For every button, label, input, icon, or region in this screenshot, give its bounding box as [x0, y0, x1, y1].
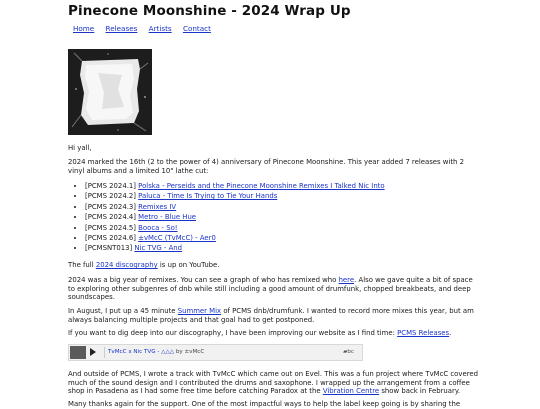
august-text: In August, I put up a 45 minute [68, 307, 178, 315]
august-text-end: of PCMS dnb/drumfunk. I wanted to record more mixes this year, but am always balancing multiple projects and that goal had to get postponed. [68, 307, 474, 324]
release-code: [PCMSNT013] [85, 244, 133, 253]
nav-home-link[interactable]: Home [73, 24, 95, 33]
album-cover-image [68, 49, 152, 135]
track-thumbnail [70, 346, 86, 359]
cover-art-icon [68, 49, 152, 135]
divider [104, 347, 105, 358]
track-name[interactable]: TvMcC x Nic TVG - △△△ [108, 349, 175, 355]
bandcamp-logo-icon[interactable]: ▰bc [343, 349, 354, 355]
dig-text: If you want to dig deep into our discography, I have been improving our website as I find time: [68, 329, 398, 337]
list-item [85, 212, 385, 222]
release-link[interactable]: Booca - So! [138, 223, 178, 232]
discography-text-end: is up on YouTube. [157, 261, 220, 269]
discography-paragraph [68, 261, 478, 270]
release-code: [PCMS 2024.5] [85, 223, 136, 232]
release-link[interactable]: ±vMcC (TvMcC) - Aer0 [138, 234, 216, 243]
intro-paragraph: 2024 marked the 16th (2 to the power of 4) anniversary of Pinecone Moonshine. This year added 7 releases with 2 vinyl albums and a limited 10" lathe cut: [68, 158, 464, 175]
outside-text: And outside of PCMS, I wrote a track with TvMcC which came out on Evel. This was a fun project where TvMcC covered much of the sound design and I contributed the drums and saxophone. I wrapped up the arrangement from a coffee shop in Pasadena as I had some free time before catching Paradox at the [68, 370, 478, 396]
summer-mix-link[interactable]: Summer Mix [177, 307, 222, 315]
dig-paragraph [68, 329, 478, 338]
release-code: [PCMS 2024.1] [85, 182, 136, 190]
list-item [85, 223, 385, 233]
page-title: Pinecone Moonshine - 2024 Wrap Up [68, 3, 351, 19]
vibration-centre-link[interactable]: Vibration Centre [322, 387, 380, 396]
thanks-paragraph: Many thanks again for the support. One of the most impactful ways to help the label keep going is by sharing the [68, 400, 461, 408]
release-link[interactable]: Paluca - Time Is Trying to Tie Your Hands [138, 192, 278, 201]
nav-artists-link[interactable]: Artists [148, 24, 172, 33]
release-list [68, 181, 385, 254]
pcms-releases-link[interactable]: PCMS Releases [397, 329, 450, 337]
greeting-text: Hi yall, [68, 144, 92, 152]
embedded-audio-player[interactable] [68, 344, 363, 361]
outside-text-end: show back in February. [379, 387, 461, 396]
release-link[interactable]: Remixes IV [138, 202, 177, 211]
track-title[interactable] [108, 349, 204, 355]
nav-contact-link[interactable]: Contact [182, 24, 211, 33]
remix-text-end: . Also we gave quite a bit of space to exploring other subgenres of dnb while still including a good amount of drumfunk, chopped breakbeats, and deep soundscapes. [68, 276, 473, 302]
release-code: [PCMS 2024.4] [85, 213, 136, 222]
list-item [85, 181, 385, 191]
nav-releases-link[interactable]: Releases [105, 24, 138, 33]
list-item [85, 202, 385, 212]
track-artist: by ±vMcC [175, 349, 205, 355]
list-item [85, 243, 385, 253]
release-link[interactable]: Polska - Perseids and the Pinecone Moonshine Remixes I Talked Nic Into [138, 182, 385, 190]
remix-graph-link[interactable]: here [338, 276, 355, 284]
release-code: [PCMS 2024.2] [85, 192, 136, 201]
discography-text: The full [68, 261, 96, 269]
release-code: [PCMS 2024.6] [85, 234, 136, 243]
dig-text-end: . [449, 329, 452, 337]
top-nav [73, 24, 220, 33]
release-link[interactable]: Metro - Blue Hue [138, 213, 197, 222]
list-item [85, 233, 385, 243]
release-code: [PCMS 2024.3] [85, 202, 136, 211]
list-item [85, 191, 385, 201]
play-icon[interactable] [90, 348, 96, 356]
release-link[interactable]: Nic TVG - And [134, 244, 183, 253]
remix-paragraph [68, 276, 478, 302]
discography-link[interactable]: 2024 discography [95, 261, 158, 269]
august-paragraph [68, 307, 478, 324]
remix-text: 2024 was a big year of remixes. You can see a graph of who has remixed who [68, 276, 339, 284]
outside-paragraph [68, 370, 478, 396]
